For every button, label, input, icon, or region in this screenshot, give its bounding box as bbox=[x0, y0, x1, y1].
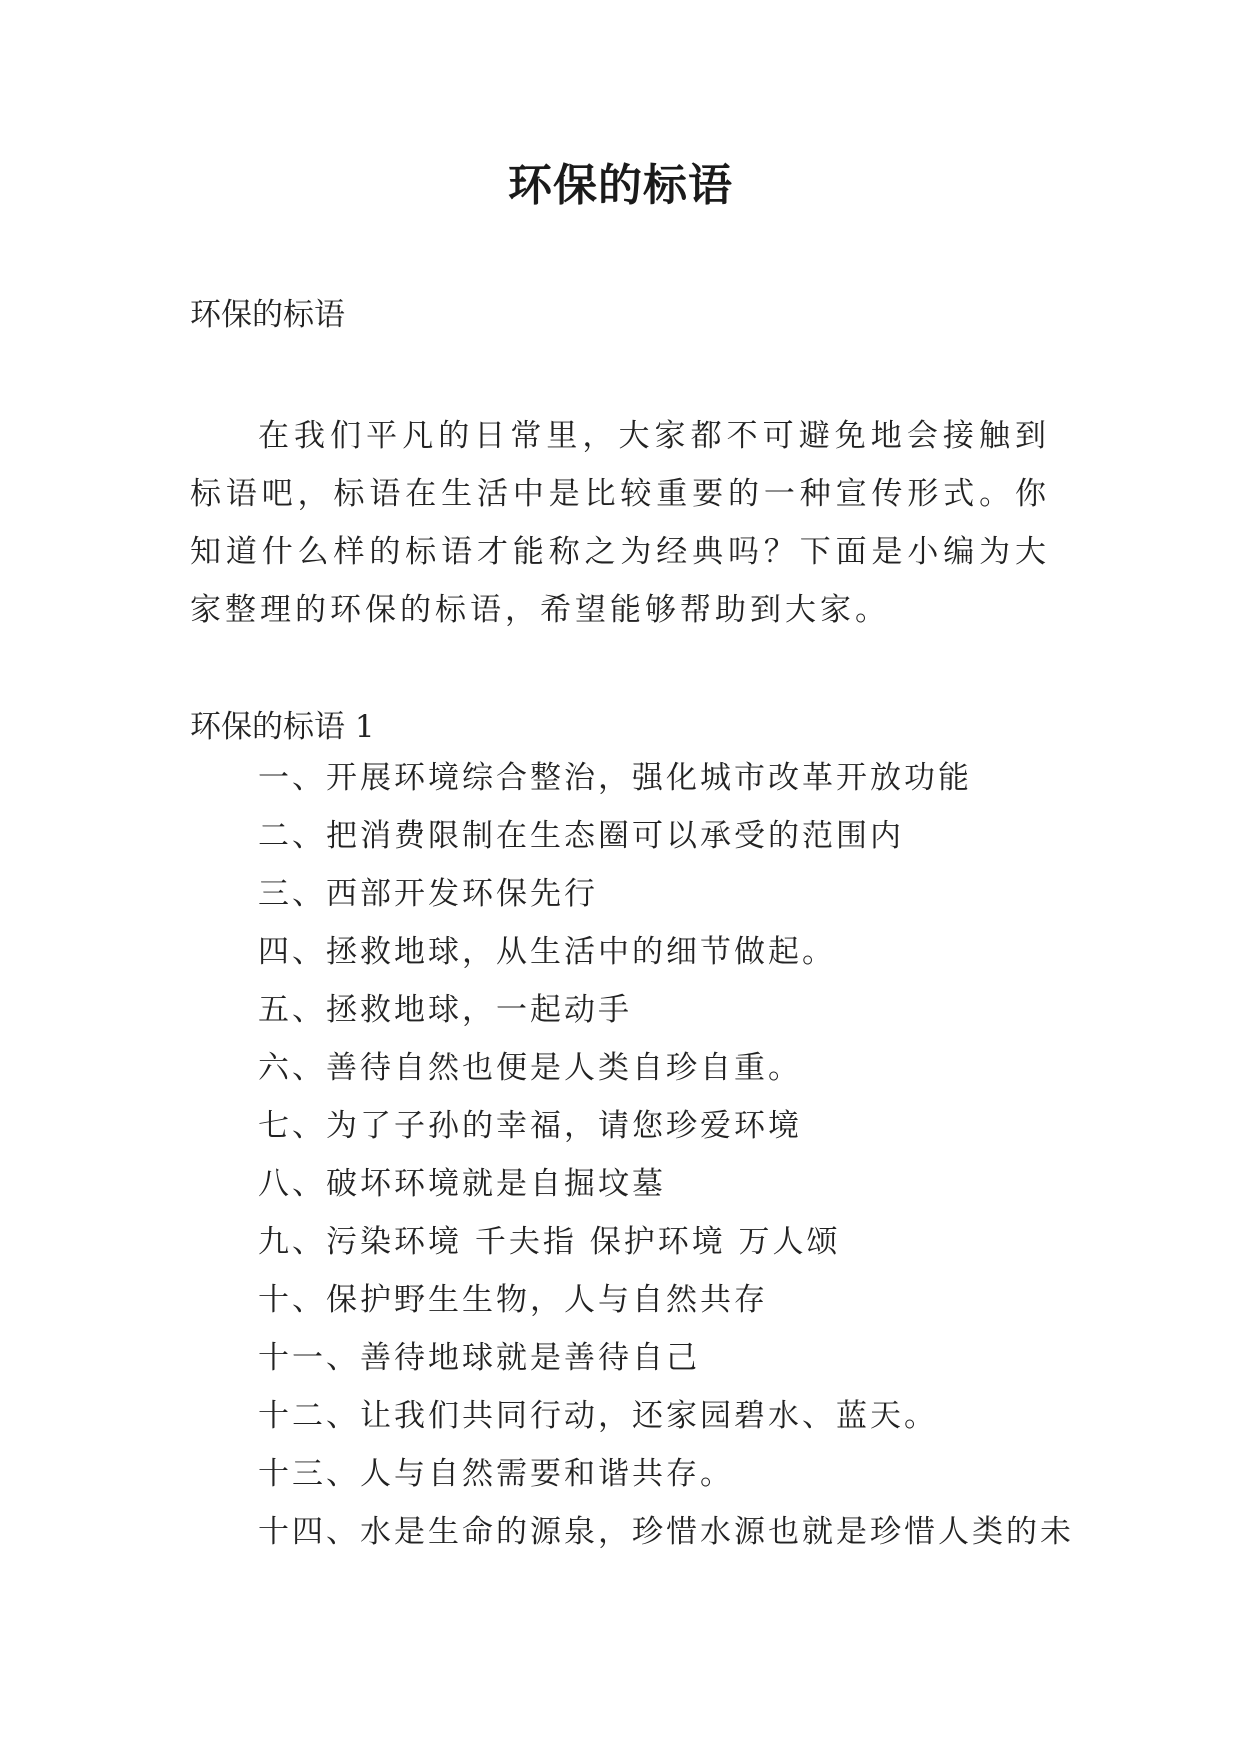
slogan-item: 八、破坏环境就是自掘坟墓 bbox=[258, 1166, 666, 1202]
slogan-item: 十、保护野生生物，人与自然共存 bbox=[258, 1282, 768, 1318]
slogan-item: 六、善待自然也便是人类自珍自重。 bbox=[258, 1050, 802, 1086]
slogan-item: 十四、水是生命的源泉，珍惜水源也就是珍惜人类的未 bbox=[258, 1514, 1074, 1550]
slogan-list bbox=[258, 752, 1074, 1564]
intro-paragraph: 在我们平凡的日常里，大家都不可避免地会接触到标语吧，标语在生活中是比较重要的一种宣传形式。你知道什么样的标语才能称之为经典吗？下面是小编为大家整理的环保的标语，希望能够帮助到大家。 bbox=[190, 418, 1050, 628]
document-title: 环保的标语 bbox=[508, 160, 733, 211]
slogan-item: 一、开展环境综合整治，强化城市改革开放功能 bbox=[258, 760, 972, 796]
slogan-item: 五、拯救地球，一起动手 bbox=[258, 992, 632, 1028]
slogan-item: 九、污染环境 千夫指 保护环境 万人颂 bbox=[258, 1224, 841, 1260]
slogan-item: 四、拯救地球，从生活中的细节做起。 bbox=[258, 934, 836, 970]
document-subtitle: 环保的标语 bbox=[190, 297, 345, 333]
section-heading: 环保的标语 1 bbox=[190, 709, 375, 745]
slogan-item: 十一、善待地球就是善待自己 bbox=[258, 1340, 700, 1376]
slogan-item: 二、把消费限制在生态圈可以承受的范围内 bbox=[258, 818, 904, 854]
slogan-item: 十二、让我们共同行动，还家园碧水、蓝天。 bbox=[258, 1398, 938, 1434]
slogan-item: 七、为了子孙的幸福，请您珍爱环境 bbox=[258, 1108, 802, 1144]
slogan-item: 三、西部开发环保先行 bbox=[258, 876, 598, 912]
slogan-item: 十三、人与自然需要和谐共存。 bbox=[258, 1456, 734, 1492]
